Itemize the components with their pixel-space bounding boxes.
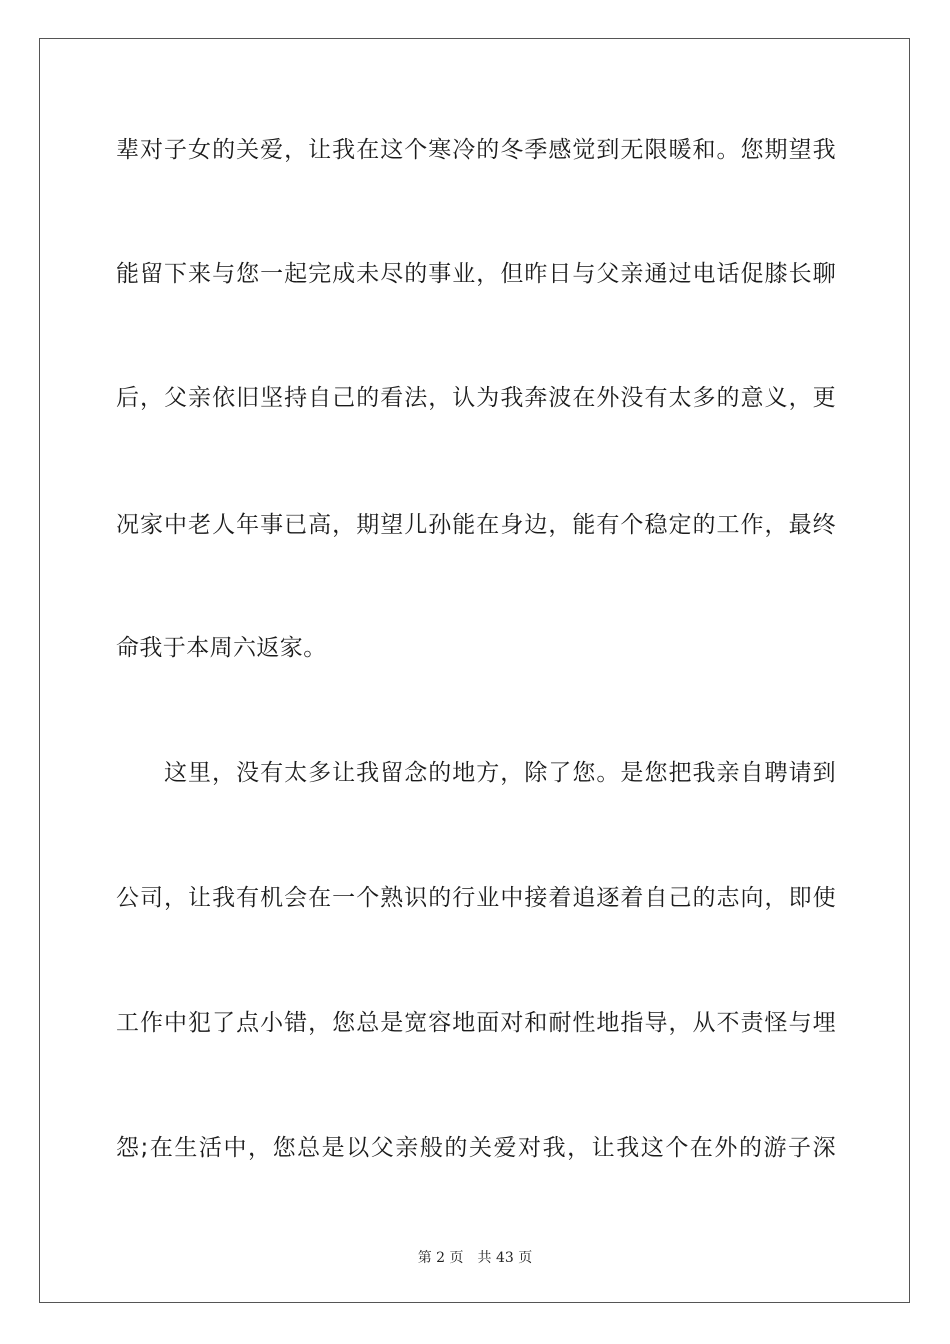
paragraph-line: 辈对子女的关爱，让我在这个寒冷的冬季感觉到无限暖和。您期望我 <box>116 137 836 163</box>
paragraph-line: 公司，让我有机会在一个熟识的行业中接着追逐着自己的志向，即使 <box>116 885 836 911</box>
page-number-footer: 第 2 页 共 43 页 <box>417 1250 533 1266</box>
paragraph-line: 能留下来与您一起完成未尽的事业，但昨日与父亲通过电话促膝长聊 <box>116 261 836 287</box>
page-border <box>39 38 910 1303</box>
paragraph-line: 况家中老人年事已高，期望儿孙能在身边，能有个稳定的工作，最终 <box>116 512 836 538</box>
paragraph-line: 怨;在生活中，您总是以父亲般的关爱对我，让我这个在外的游子深 <box>116 1135 836 1161</box>
paragraph-line: 命我于本周六返家。 <box>116 635 327 661</box>
paragraph-line: 后，父亲依旧坚持自己的看法，认为我奔波在外没有太多的意义，更 <box>116 385 836 411</box>
paragraph-line-indented: 这里，没有太多让我留念的地方，除了您。是您把我亲自聘请到 <box>164 760 836 786</box>
paragraph-line: 工作中犯了点小错，您总是宽容地面对和耐性地指导，从不责怪与埋 <box>116 1010 836 1036</box>
